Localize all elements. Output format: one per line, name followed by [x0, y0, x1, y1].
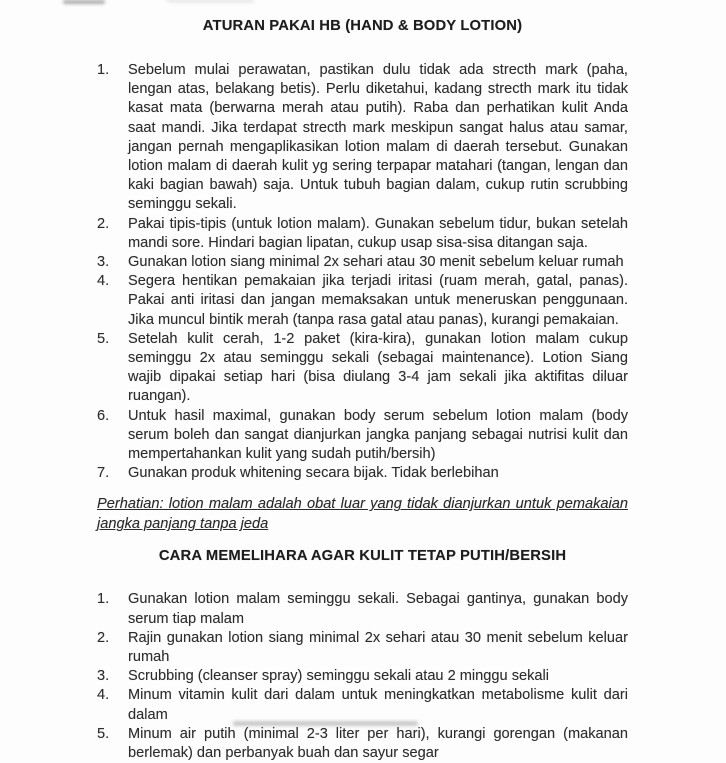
list-item: Gunakan produk whitening secara bijak. Tidak berlebihan — [128, 465, 499, 482]
cropped-text-artifact-top-center — [167, 0, 254, 2]
list-item: Untuk hasil maximal, gunakan body serum sebelum lotion malam (body serum boleh dan sangat dianjurkan jangka panjang sebagai nutrisi kulit dan mempertahankan kulit yang sudah putih/bersih) — [128, 407, 628, 463]
list-item: Minum vitamin kulit dari dalam untuk meningkatkan metabolisme kulit dari dalam — [128, 687, 628, 723]
list-item: Pakai tipis-tipis (untuk lotion malam). Gunakan sebelum tidur, bukan setelah mandi sore. Hindari bagian lipatan, cukup usap sisa-sisa ditangan saja. — [128, 215, 628, 251]
section2-numbered-list — [97, 590, 628, 763]
section1-numbered-list — [97, 61, 628, 483]
list-item: Rajin gunakan lotion siang minimal 2x sehari atau 30 menit sebelum keluar rumah — [128, 629, 628, 666]
list-item: Setelah kulit cerah, 1-2 paket (kira-kira), gunakan lotion malam cukup seminggu 2x atau seminggu sekali (sebagai maintenance). Lotion Siang wajib dipakai setiap hari (bisa diulang 3-4 jam sekali jika aktifitas diluar ruangan). — [128, 330, 628, 405]
list-item: Gunakan lotion siang minimal 2x sehari atau 30 menit sebelum keluar rumah — [128, 254, 624, 271]
list-item: Scrubbing (cleanser spray) seminggu sekali atau 2 minggu sekali — [128, 668, 550, 685]
warning-note: Perhatian: lotion malam adalah obat luar yang tidak dianjurkan untuk pemakaian jangka panjang tanpa jeda — [97, 496, 628, 533]
section2-title: CARA MEMELIHARA AGAR KULIT TETAP PUTIH/BERSIH — [158, 548, 567, 565]
section1-title: ATURAN PAKAI HB (HAND & BODY LOTION) — [202, 18, 523, 34]
list-item: Segera hentikan pemakaian jika terjadi iritasi (ruam merah, gatal, panas). Pakai anti iritasi dan jangan memaksakan untuk meneruskan penggunaan. Jika muncul bintik merah (tanpa rasa gatal atau panas), kurangi pemakaian. — [128, 273, 628, 328]
list-item: Minum air putih (minimal 2-3 liter per hari), kurangi gorengan (makanan berlemak) dan perbanyak buah dan sayur segar — [128, 725, 628, 762]
list-item: Sebelum mulai perawatan, pastikan dulu tidak ada strecth mark (paha, lengan atas, belakang betis). Perlu diketahui, kadang strecth mark itu tidak kasat mata (berwarna merah atau putih). Raba dan perhatikan kulit Anda saat mandi. Jika terdapat strecth mark meskipun sangat halus atau samar, jangan pernah mengaplikasikan lotion malam di daerah tersebut. Gunakan lotion malam di daerah kulit yg sering terpapar matahari (tangan, lengan dan kaki bagian bawah) saja. Untuk tubuh bagian dalam, cukup rutin scrubbing seminggu sekali. — [128, 62, 628, 213]
cropped-text-artifact-top-left — [63, 0, 105, 4]
list-item: Gunakan lotion malam seminggu sekali. Sebagai gantinya, gunakan body serum tiap malam — [128, 591, 628, 627]
